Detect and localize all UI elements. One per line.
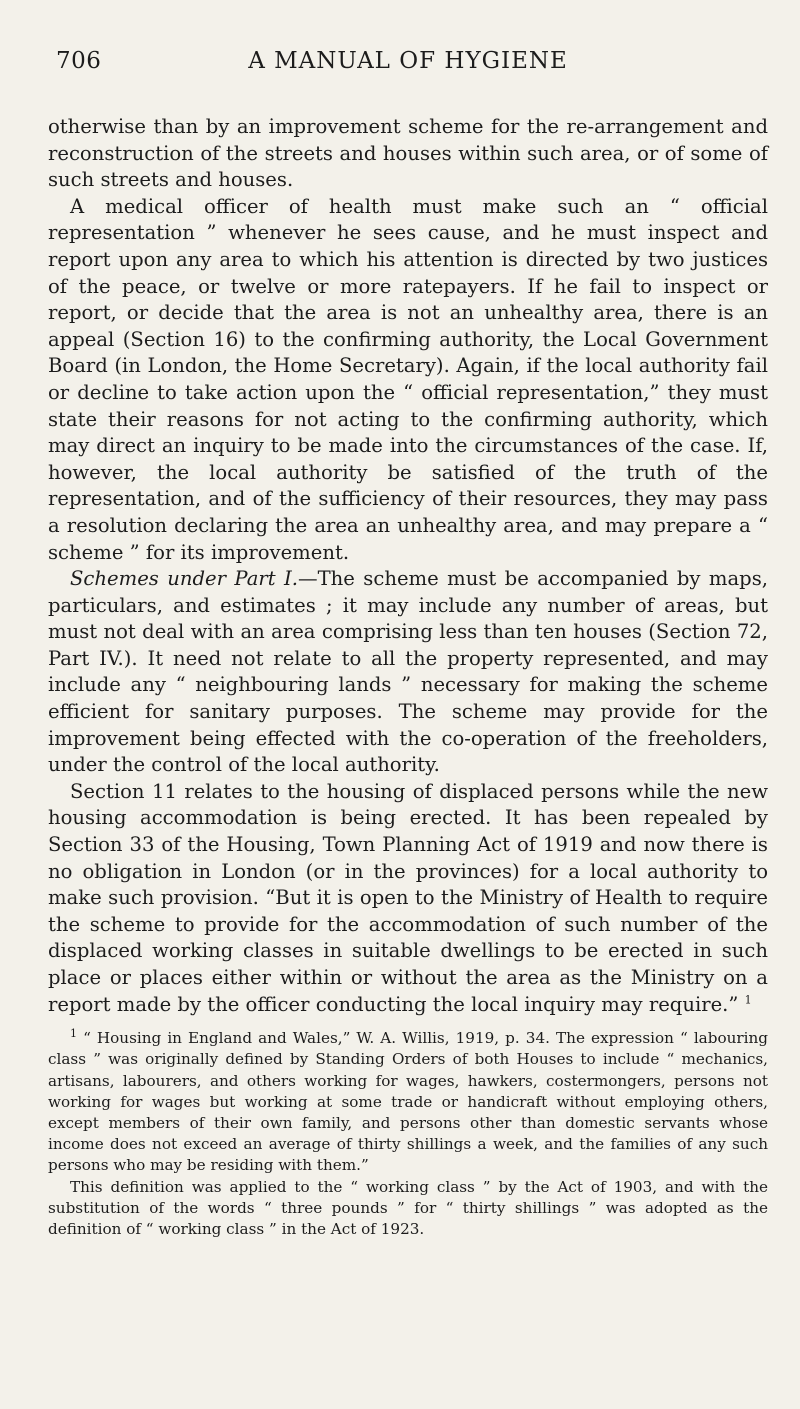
running-title: A MANUAL OF HYGIENE [248,48,568,74]
paragraph-schemes-text: —The scheme must be accompanied by maps, particulars, and estimates ; it may include any number of areas, but must not deal with an area comprising less than ten houses (Section 72, Part IV.). It need not relate to all the property represented, and may include any “ neighbouring lands ” necessary for making the scheme efficient for sanitary purposes. The scheme may provide for the improvement being effected with the co-operation of the freeholders, under the control of the local authority. [48,567,768,777]
section-heading-schemes: Schemes under Part I. [70,567,299,591]
footnote-1-continuation: This definition was applied to the “ working class ” by the Act of 1903, and with the substitution of the words “ three pounds ” for “ thirty shillings ” was adopted as the definition of “ working class ” in the Act of 1923. [48,1177,768,1239]
page-number: 706 [56,48,102,74]
paragraph-schemes-under-part-one [48,566,768,779]
footnotes [48,1028,768,1240]
paragraph-section-eleven-text: Section 11 relates to the housing of displaced persons while the new housing accommodation is being erected. It has been repealed by Section 33 of the Housing, Town Planning Act of 1919 and now there is no obligation in London (or in the provinces) for a local authority to make such provision. “But it is open to the Ministry of Health to require the scheme to provide for the accommodation of such number of the displaced working classes in suitable dwellings to be erected in such place or places either within or without the area as the Ministry on a report made by the officer conducting the local inquiry may require.” [48,779,768,1016]
footnote-1 [48,1028,768,1176]
footnote-1-text: “ Housing in England and Wales,” W. A. Willis, 1919, p. 34. The expression “ labouring class ” was originally defined by Standing Orders of both Houses to include “ mechanics, artisans, labourers, and others working for wages, hawkers, costermongers, persons not working for wages but working at some trade or handicraft without employing others, except members of their own family, and persons other than domestic servants whose income does not exceed an average of thirty shillings a week, and the families of any such persons who may be residing with them.” [48,1029,768,1175]
footnote-marker: 1 [70,1027,77,1041]
paragraph-section-eleven [48,779,768,1018]
body-text [48,114,768,1018]
book-page [48,36,768,1240]
paragraph-official-representation: A medical officer of health must make such an “ official representation ” whenever he sees cause, and he must inspect and report upon any area to which his attention is directed by two justices of the peace, or twelve or more ratepayers. If he fail to inspect or report, or decide that the area is not an unhealthy area, there is an appeal (Section 16) to the confirming authority, the Local Government Board (in London, the Home Secretary). Again, if the local authority fail or decline to take action upon the “ official representation,” they must state their reasons for not acting to the confirming authority, which may direct an inquiry to be made into the circumstances of the case. If, however, the local authority be satisfied of the truth of the representation, and of the sufficiency of their resources, they may pass a resolution declaring the area an unhealthy area, and may prepare a “ scheme ” for its improvement. [48,194,768,564]
paragraph-continued: otherwise than by an improvement scheme for the re-arrangement and reconstruction of the streets and houses within such area, or of some of such streets and houses. [48,115,768,192]
running-header [48,36,768,80]
footnote-reference: 1 [744,993,752,1007]
